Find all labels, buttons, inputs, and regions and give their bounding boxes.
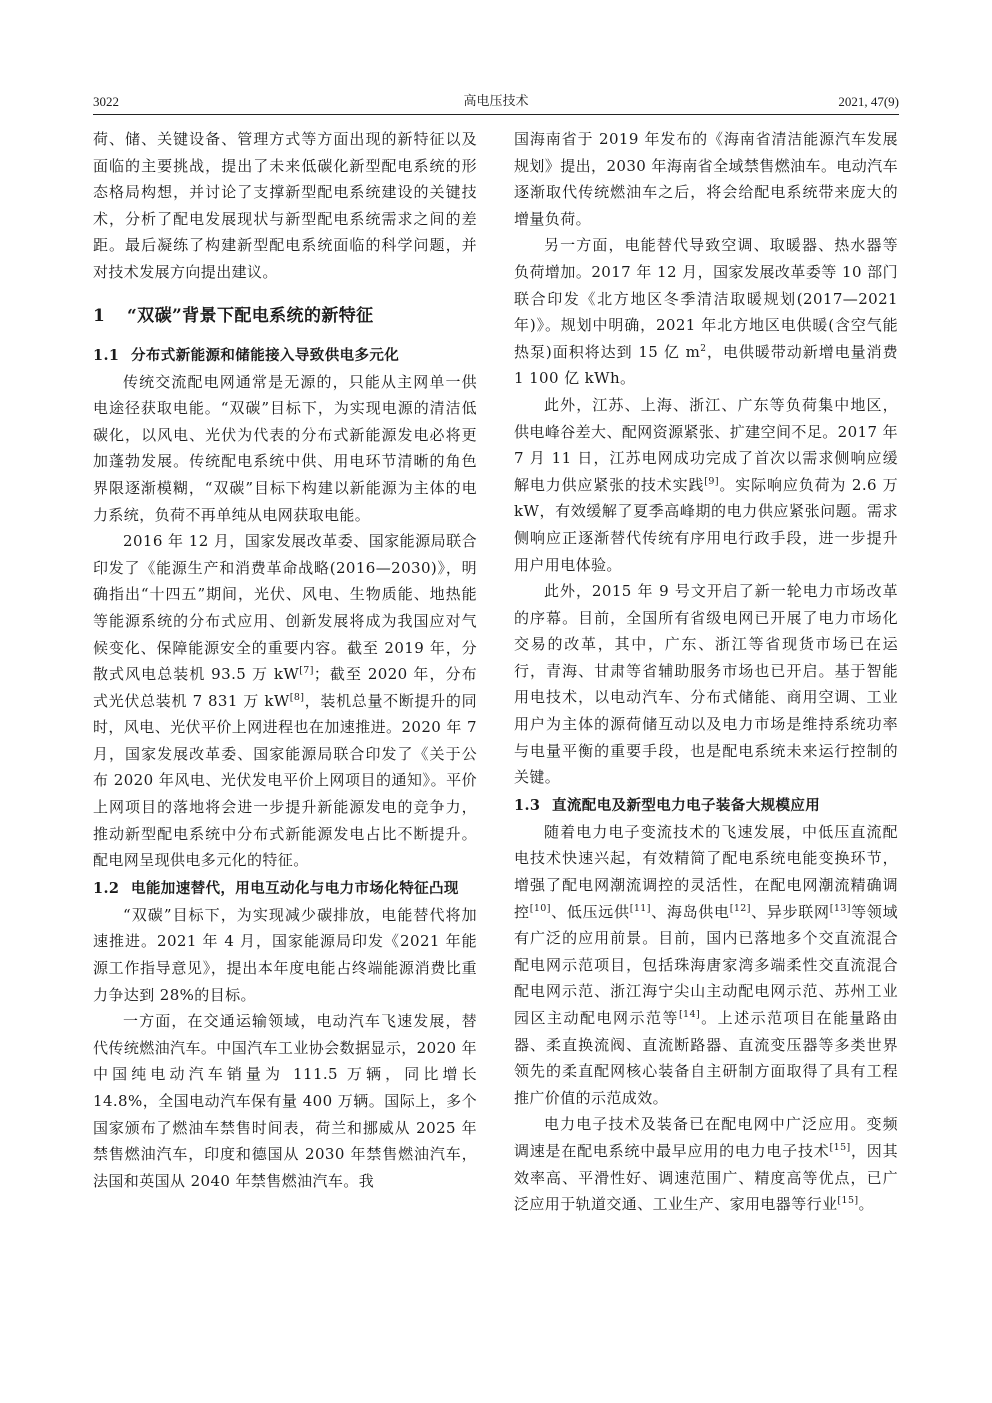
text-run: 此外，江苏、上海、浙江、广东等负荷集中地区，供电峰谷差大、配网资源紧张、扩建空间不足。2017 年 7 月 11 日，江苏电网成功完成了首次以需求侧响应缓解电力供应紧张的技术实践 (514, 395, 898, 494)
paragraph: 荷、储、关键设备、管理方式等方面出现的新特征以及面临的主要挑战，提出了未来低碳化新型配电系统的形态格局构想，并讨论了支撑新型配电系统建设的关键技术，分析了配电发展现状与新型配电系统需求之间的差距。最后凝练了构建新型配电系统面临的科学问题，并对技术发展方向提出建议。 (93, 130, 477, 281)
paragraph: 国海南省于 2019 年发布的《海南省清洁能源汽车发展规划》提出，2030 年海南省全域禁售燃油车。电动汽车逐渐取代传统燃油车之后，将会给配电系统带来庞大的增量负荷。 (514, 130, 898, 228)
left-column (93, 126, 477, 1194)
paragraph (514, 819, 898, 1112)
citation-11[interactable]: [11] (629, 902, 651, 914)
journal-title: 高电压技术 (463, 94, 529, 109)
section-heading-1 (93, 303, 477, 329)
page-number: 3022 (93, 94, 119, 109)
text-run: ，电供暖带动新增电量消费 1 100 亿 kWh。 (514, 342, 898, 388)
subsection-number: 1.2 (93, 879, 120, 897)
citation-15[interactable]: [15] (837, 1195, 859, 1207)
right-column (514, 126, 898, 1218)
paragraph: 一方面，在交通运输领域，电动汽车飞速发展，替代传统燃油汽车。中国汽车工业协会数据显示，2020 年中国纯电动汽车销量为 111.5 万辆，同比增长 14.8%，全国电动汽车保有量 400 万辆。国际上，多个国家颁布了燃油车禁售时间表，荷兰和挪威从 2025 年禁售燃油汽车，印度和德国从 2030 年禁售燃油汽车，法国和英国从 2040 年禁售燃油汽车。我 (93, 1012, 477, 1190)
text-run: 、异步联网 (750, 902, 830, 921)
citation-9[interactable]: [9] (704, 475, 719, 487)
paragraph (514, 1111, 898, 1217)
citation-8[interactable]: [8] (289, 691, 305, 703)
citation-15[interactable]: [15] (829, 1141, 851, 1153)
text-run: ；截至 2020 年，分布式光伏总装机 7 831 万 kW (93, 665, 477, 710)
paragraph: “双碳”目标下，为实现减少碳排放，电能替代将加速推进。2021 年 4 月，国家能源局印发《2021 年能源工作指导意见》，提出本年度电能占终端能源消费比重力争达到 28%的目标。 (93, 905, 477, 1004)
citation-14[interactable]: [14] (678, 1009, 701, 1020)
section-title: “双碳”背景下配电系统的新特征 (127, 305, 374, 326)
subsection-title: 分布式新能源和储能接入导致供电多元化 (131, 346, 400, 364)
citation-12[interactable]: [12] (729, 902, 751, 914)
paragraph (93, 528, 477, 874)
subsection-number: 1.3 (514, 796, 541, 814)
text-run: 、海岛供电 (650, 902, 730, 921)
paragraph: 传统交流配电网通常是无源的，只能从主网单一供电途径获取电能。“双碳”目标下，为实现电源的清洁低碳化，以风电、光伏为代表的分布式新能源发电必将更加蓬勃发展。传统配电系统中供、用电环节清晰的角色界限逐渐模糊，“双碳”目标下构建以新能源为主体的电力系统，负荷不再单纯从电网获取电能。 (93, 372, 477, 524)
subsection-title: 直流配电及新型电力电子装备大规模应用 (552, 796, 821, 814)
volume-issue: 2021, 47(9) (838, 94, 899, 109)
text-run: 。 (858, 1195, 874, 1214)
text-run: 等领域有广泛的应用前景。目前，国内已落地多个交直流混合配电网示范项目，包括珠海唐家湾多端柔性交直流混合配电网示范、浙江海宁尖山主动配电网示范、苏州工业园区主动配电网示范等 (514, 902, 898, 1027)
section-number: 1 (93, 305, 106, 326)
text-run: 电力电子技术及装备已在配电网中广泛应用。变频调速是在配电系统中最早应用的电力电子技术 (514, 1115, 898, 1160)
subsection-number: 1.1 (93, 346, 120, 364)
text-run: ，装机总量不断提升的同时，风电、光伏平价上网进程也在加速推进。2020 年 7 月，国家发展改革委、国家能源局联合印发了《关于公布 2020 年风电、光伏发电平价上网项目的通知》。平价上网项目的落地将会进一步提升新能源发电的竞争力，推动新型配电系统中分布式新能源发电占比不断提升。配电网呈现供电多元化的特征。 (93, 691, 477, 870)
text-run: 随着电力电子变流技术的飞速发展，中低压直流配电技术快速兴起，有效精简了配电系统电能变换环节，增强了配电网潮流调控的灵活性，在配电网潮流精确调控 (514, 822, 898, 921)
text-run: 另一方面，电能替代导致空调、取暖器、热水器等负荷增加。2017 年 12 月，国家发展改革委等 10 部门联合印发《北方地区冬季清洁取暖规划(2017—2021 年)》。规划中明确，2021 年北方地区电供暖(含空气能热泵)面积将达到 15 亿 m (514, 236, 898, 361)
citation-13[interactable]: [13] (829, 902, 851, 914)
subsection-title: 电能加速替代，用电互动化与电力市场化特征凸现 (131, 879, 459, 897)
superscript: 2 (700, 343, 707, 354)
citation-7[interactable]: [7] (299, 665, 314, 677)
text-run: 。实际响应负荷为 2.6 万 kW，有效缓解了夏季高峰期的电力供应紧张问题。需求侧响应正逐渐替代传统有序用电行政手段，进一步提升用户用电体验。 (514, 475, 898, 574)
subsection-heading-1-2 (93, 876, 477, 902)
text-run: 2016 年 12 月，国家发展改革委、国家能源局联合印发了《能源生产和消费革命战略(2016—2030)》，明确指出“十四五”期间，光伏、风电、生物质能、地热能等能源系统的分布式应用、创新发展将成为我国应对气候变化、保障能源安全的重要内容。截至 2019 年，分散式风电总装机 93.5 万 kW (93, 532, 477, 684)
paragraph (514, 392, 898, 578)
paragraph (514, 232, 898, 392)
paragraph: 此外，2015 年 9 号文开启了新一轮电力市场改革的序幕。目前，全国所有省级电网已开展了电力市场化交易的改革，其中，广东、浙江等省现货市场已在运行，青海、甘肃等省辅助服务市场也已开启。基于智能用电技术，以电动汽车、分布式储能、商用空调、工业用户为主体的源荷储互动以及电力市场是维持系统功率与电量平衡的重要手段，也是配电系统未来运行控制的关键。 (514, 582, 898, 787)
subsection-heading-1-3 (514, 793, 898, 819)
text-run: 。上述示范项目在能量路由器、柔直换流阀、直流断路器、直流变压器等多类世界领先的柔直配网核心装备自主研制方面取得了具有工程推广价值的示范成效。 (514, 1009, 898, 1107)
text-run: ，因其效率高、平滑性好、调速范围广、精度高等优点，已广泛应用于轨道交通、工业生产、家用电器等行业 (514, 1141, 898, 1214)
subsection-heading-1-1 (93, 343, 477, 369)
citation-10[interactable]: [10] (529, 902, 551, 914)
page-header (93, 92, 899, 115)
text-run: 、低压远供 (550, 902, 630, 921)
